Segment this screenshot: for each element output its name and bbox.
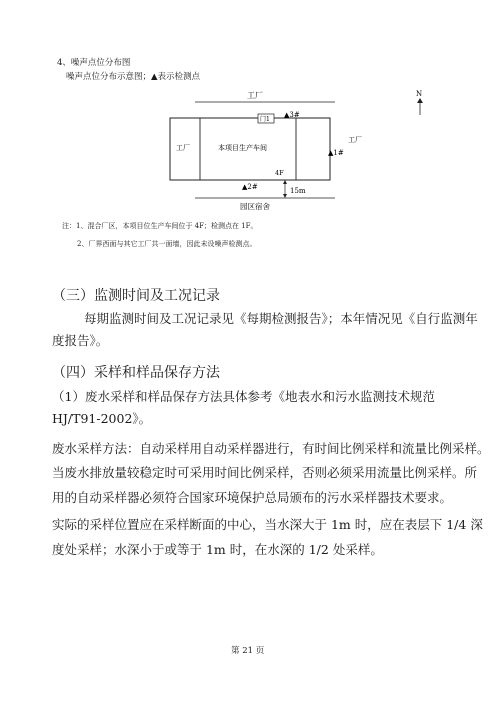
top-factory-label: 工厂 xyxy=(247,91,263,100)
distance-label: 15m xyxy=(290,187,306,195)
section-3-para-line-1: 每期监测时间及工况记录见《每期检测报告》；本年情况见《自行监测年 xyxy=(84,311,478,326)
note-2: 2、厂界西面与其它工厂共一面墙，因此未设噪声检测点。 xyxy=(77,240,257,248)
section-4b-title: （四）采样和样品保存方法 xyxy=(52,365,220,381)
point-1-marker: ▲1# xyxy=(328,149,344,157)
section-4-title: 4、噪声点位分布图 xyxy=(57,58,131,68)
position-line-1: 实际的采样位置应在采样断面的中心，当水深大于 1m 时，应在表层下 1/4 深 xyxy=(52,517,483,532)
left-factory-label: 工厂 xyxy=(176,144,190,152)
section-3-para-line-2: 度报告》。 xyxy=(52,333,109,348)
bottom-dormitory-label: 园区宿舍 xyxy=(240,202,270,210)
noise-point-diagram xyxy=(150,85,450,210)
north-label: N xyxy=(416,90,423,98)
gate-label: 门1 xyxy=(260,116,270,123)
method-line-1: 废水采样方法：自动采样用自动采样器进行，有时间比例采样和流量比例采样。 xyxy=(52,441,490,456)
section-3-title: （三）监测时间及工况记录 xyxy=(52,288,220,304)
point-2-marker: ▲2# xyxy=(242,183,258,191)
position-line-2: 度处采样；水深小于或等于 1m 时，在水深的 1/2 处采样。 xyxy=(52,542,383,557)
diagram-caption: 噪声点位分布示意图；▲表示检测点 xyxy=(66,72,201,82)
item-1-line-2: HJ/T91-2002》。 xyxy=(52,411,152,426)
right-factory-label: 工厂 xyxy=(348,136,362,144)
building-label: 本项目生产车间 xyxy=(218,144,267,152)
item-1-line-1: （1）废水采样和样品保存方法具体参考《地表水和污水监测技术规范 xyxy=(52,389,435,404)
note-1: 注：1、混合厂区，本项目位生产车间位于 4F；检测点在 1F。 xyxy=(62,222,258,230)
method-line-3: 用的自动采样器必须符合国家环境保护总局颁布的污水采样器技术要求。 xyxy=(52,490,453,505)
north-arrow-head xyxy=(417,98,423,103)
page-number: 第 21 页 xyxy=(231,646,265,656)
floor-label: 4F xyxy=(275,169,284,177)
point-3-marker: ▲3# xyxy=(284,111,300,119)
method-line-2: 当废水排放量较稳定时可采用时间比例采样，否则必须采用流量比例采样。所 xyxy=(52,465,478,480)
distance-arrow-head-bottom xyxy=(283,194,287,198)
distance-arrow-head-top xyxy=(283,180,287,184)
